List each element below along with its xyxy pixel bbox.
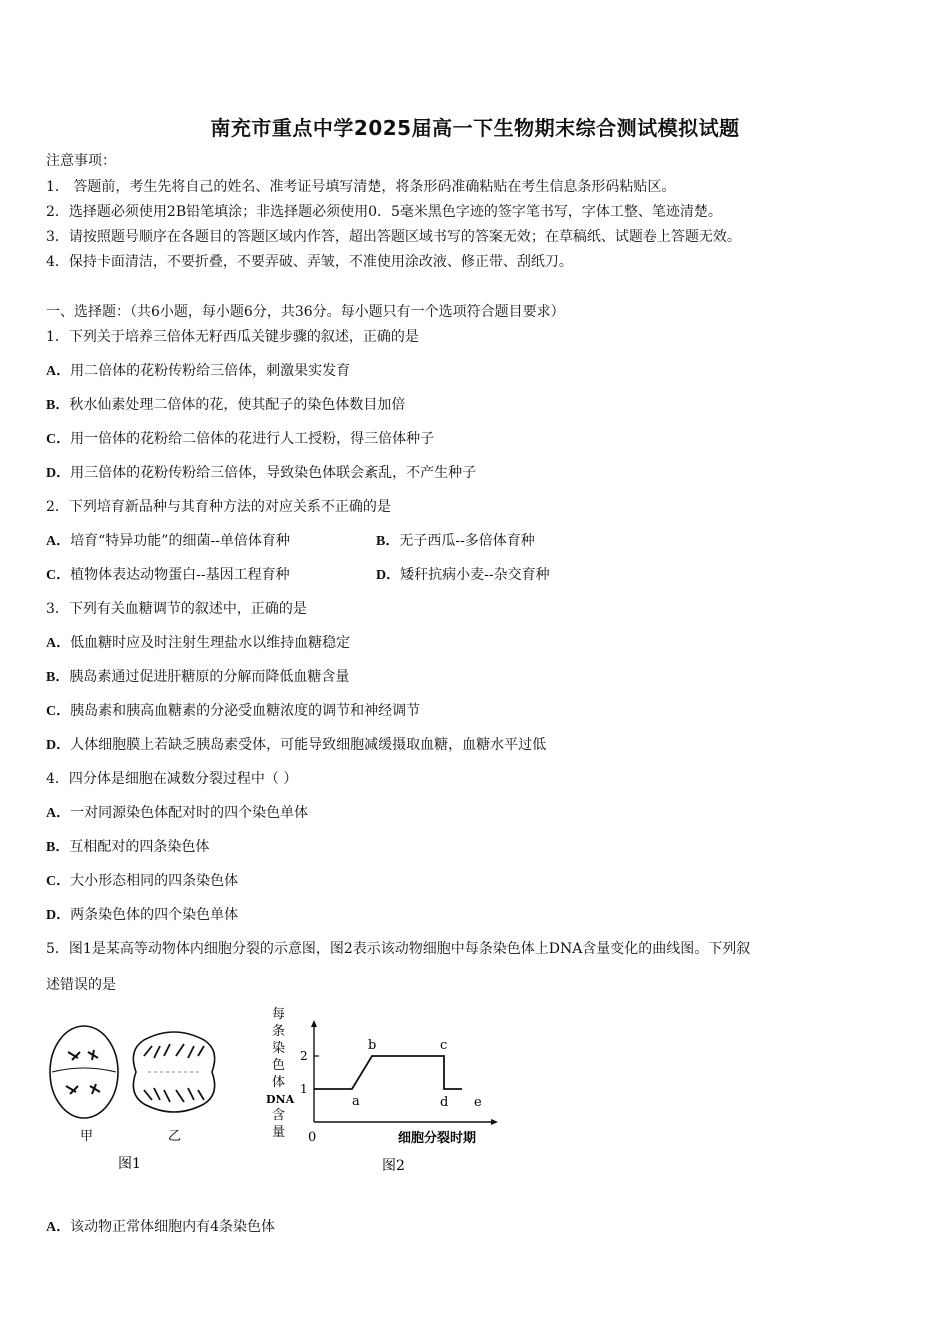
option-letter: D． bbox=[376, 568, 401, 583]
point-label-a: a bbox=[352, 1094, 360, 1109]
figure-2-chart bbox=[262, 1004, 512, 1184]
q1-option-a bbox=[46, 362, 350, 381]
option-letter: C． bbox=[46, 704, 71, 719]
notice-item-3: 3．请按照题号顺序在各题目的答题区域内作答，超出答题区域书写的答案无效；在草稿纸、试题卷上答题无效。 bbox=[46, 229, 741, 245]
option-letter: B． bbox=[46, 840, 70, 855]
option-text: 人体细胞膜上若缺乏胰岛素受体，可能导致细胞减缓摄取血糖，血糖水平过低 bbox=[70, 737, 547, 753]
figure-1-caption: 图1 bbox=[118, 1156, 141, 1172]
figure-1 bbox=[44, 1020, 224, 1180]
option-letter: D． bbox=[46, 908, 71, 923]
y-axis-label-char: 染 bbox=[272, 1041, 286, 1056]
y-axis-label-char: 色 bbox=[272, 1058, 286, 1073]
section-heading: 一、选择题：（共6小题，每小题6分，共36分。每小题只有一个选项符合题目要求） bbox=[46, 304, 565, 320]
q4-stem: 4．四分体是细胞在减数分裂过程中（ ） bbox=[46, 771, 298, 787]
option-text: 用二倍体的花粉传粉给三倍体，刺激果实发育 bbox=[70, 363, 351, 379]
y-tick-label: 1 bbox=[300, 1082, 308, 1096]
notice-item-1: 1． 答题前，考生先将自己的姓名、准考证号填写清楚，将条形码准确粘贴在考生信息条形码粘贴区。 bbox=[46, 179, 676, 195]
q2-option-b bbox=[376, 532, 535, 551]
plot-area bbox=[300, 1038, 482, 1110]
y-axis-label-char: 每 bbox=[272, 1007, 286, 1022]
option-letter: D． bbox=[46, 738, 71, 753]
option-letter: B． bbox=[46, 398, 70, 413]
q2-stem: 2．下列培育新品种与其育种方法的对应关系不正确的是 bbox=[46, 499, 391, 515]
q1-option-c bbox=[46, 430, 434, 449]
option-text: 胰岛素和胰高血糖素的分泌受血糖浓度的调节和神经调节 bbox=[70, 703, 421, 719]
option-letter: A． bbox=[46, 364, 71, 379]
option-letter: C． bbox=[46, 432, 71, 447]
option-letter: C． bbox=[46, 874, 71, 889]
option-text: 用三倍体的花粉传粉给三倍体，导致染色体联会紊乱，不产生种子 bbox=[70, 465, 477, 481]
option-text: 无子西瓜--多倍体育种 bbox=[399, 533, 535, 549]
y-axis-label-char: DNA bbox=[266, 1093, 295, 1106]
notice-item-2: 2．选择题必须使用2B铅笔填涂；非选择题必须使用0．5毫米黑色字迹的签字笔书写，字体工整、笔迹清楚。 bbox=[46, 204, 722, 220]
y-axis-label-char: 含 bbox=[272, 1108, 286, 1123]
q4-option-a bbox=[46, 804, 308, 823]
y-axis-label-char: 体 bbox=[272, 1075, 286, 1090]
cell-yi-label: 乙 bbox=[168, 1129, 182, 1144]
q3-option-a bbox=[46, 634, 350, 653]
cell-yi bbox=[133, 1032, 214, 1112]
q5-stem-line1: 5．图1是某高等动物体内细胞分裂的示意图，图2表示该动物细胞中每条染色体上DNA含量变化的曲线图。下列叙 bbox=[46, 941, 751, 957]
point-label-e: e bbox=[474, 1095, 482, 1110]
option-text: 一对同源染色体配对时的四个染色单体 bbox=[70, 805, 309, 821]
q2-option-c bbox=[46, 566, 290, 585]
x-axis-arrow bbox=[491, 1119, 498, 1125]
option-text: 培育“特异功能”的细菌--单倍体育种 bbox=[70, 533, 290, 549]
option-text: 胰岛素通过促进肝糖原的分解而降低血糖含量 bbox=[69, 669, 350, 685]
page-title: 南充市重点中学2025届高一下生物期末综合测试模拟试题 bbox=[210, 116, 740, 140]
q3-stem: 3．下列有关血糖调节的叙述中，正确的是 bbox=[46, 601, 307, 617]
q3-option-b bbox=[46, 668, 349, 687]
cell-jia-label: 甲 bbox=[80, 1129, 94, 1144]
notice-item-4: 4．保持卡面清洁，不要折叠，不要弄破、弄皱，不准使用涂改液、修正带、刮纸刀。 bbox=[46, 254, 573, 270]
option-text: 低血糖时应及时注射生理盐水以维持血糖稳定 bbox=[70, 635, 351, 651]
point-label-d: d bbox=[440, 1095, 449, 1110]
option-text: 该动物正常体细胞内有4条染色体 bbox=[70, 1219, 276, 1235]
option-letter: A． bbox=[46, 806, 71, 821]
option-text: 大小形态相同的四条染色体 bbox=[70, 873, 239, 889]
q1-stem: 1．下列关于培养三倍体无籽西瓜关键步骤的叙述，正确的是 bbox=[46, 329, 419, 345]
q2-option-d bbox=[376, 566, 550, 585]
option-letter: B． bbox=[46, 670, 70, 685]
q5-stem-line2: 述错误的是 bbox=[46, 977, 116, 993]
y-axis-arrow bbox=[311, 1020, 317, 1027]
figure-2-caption: 图2 bbox=[382, 1158, 405, 1174]
q4-option-b bbox=[46, 838, 209, 857]
option-letter: A． bbox=[46, 636, 71, 651]
option-text: 互相配对的四条染色体 bbox=[69, 839, 210, 855]
option-text: 两条染色体的四个染色单体 bbox=[70, 907, 239, 923]
option-letter: C． bbox=[46, 568, 71, 583]
q3-option-d bbox=[46, 736, 546, 755]
q5-option-a bbox=[46, 1218, 275, 1237]
option-text: 植物体表达动物蛋白--基因工程育种 bbox=[70, 567, 290, 583]
y-axis-label-char: 量 bbox=[272, 1125, 286, 1140]
q2-option-a bbox=[46, 532, 290, 551]
q3-option-c bbox=[46, 702, 420, 721]
y-axis-label-char: 条 bbox=[272, 1024, 286, 1039]
origin-label: 0 bbox=[308, 1130, 317, 1145]
option-letter: A． bbox=[46, 534, 71, 549]
point-label-b: b bbox=[368, 1038, 377, 1053]
option-text: 秋水仙素处理二倍体的花，使其配子的染色体数目加倍 bbox=[69, 397, 406, 413]
y-tick-label: 2 bbox=[300, 1049, 308, 1063]
q1-option-d bbox=[46, 464, 476, 483]
point-label-c: c bbox=[440, 1038, 448, 1053]
series-line bbox=[314, 1056, 462, 1089]
option-letter: D． bbox=[46, 466, 71, 481]
cell-jia bbox=[50, 1026, 118, 1118]
x-axis-label: 细胞分裂时期 bbox=[398, 1131, 477, 1146]
q4-option-c bbox=[46, 872, 238, 891]
option-text: 用一倍体的花粉给二倍体的花进行人工授粉，得三倍体种子 bbox=[70, 431, 435, 447]
y-axis-label bbox=[266, 1007, 295, 1140]
notice-heading: 注意事项： bbox=[46, 153, 116, 169]
q1-option-b bbox=[46, 396, 405, 415]
option-letter: B． bbox=[376, 534, 400, 549]
option-text: 矮秆抗病小麦--杂交育种 bbox=[400, 567, 550, 583]
option-letter: A． bbox=[46, 1220, 71, 1235]
q4-option-d bbox=[46, 906, 238, 925]
